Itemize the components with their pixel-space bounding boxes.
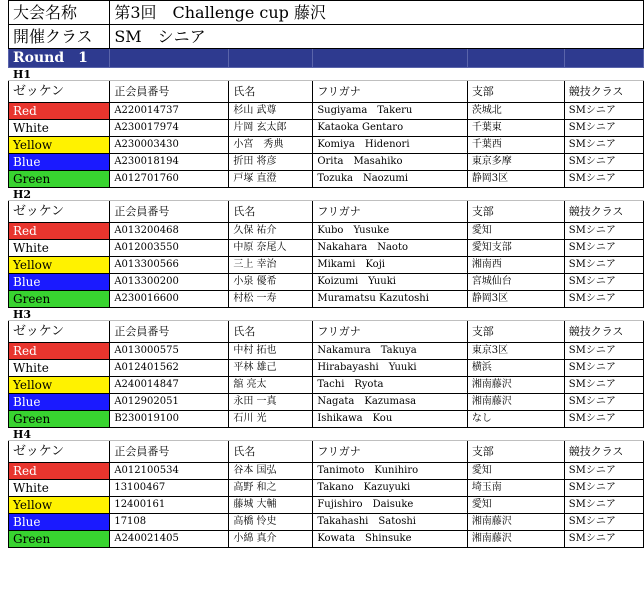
entry-branch: 湘南藤沢 xyxy=(467,377,564,394)
class-value: SM シニア xyxy=(110,25,644,49)
entry-row xyxy=(9,291,644,308)
entry-row xyxy=(9,497,644,514)
header-col-class: 競技クラス xyxy=(564,201,643,223)
entry-class: SMシニア xyxy=(564,274,643,291)
entry-branch: 愛知支部 xyxy=(467,240,564,257)
entry-class: SMシニア xyxy=(564,240,643,257)
heat-title-cell xyxy=(110,68,229,81)
entry-name: 小綿 真介 xyxy=(229,531,313,548)
entry-name: 杉山 武尊 xyxy=(229,103,313,120)
round-cell xyxy=(110,49,229,68)
entry-class: SMシニア xyxy=(564,531,643,548)
entry-furigana: Sugiyama Takeru xyxy=(313,103,467,120)
round-cell xyxy=(564,49,643,68)
heat-title: H2 xyxy=(9,188,110,201)
header-col-furigana: フリガナ xyxy=(313,201,467,223)
entry-zekken: Red xyxy=(9,463,110,480)
entry-branch: 横浜 xyxy=(467,360,564,377)
heat-title-row xyxy=(9,428,644,441)
entry-member-id: A012701760 xyxy=(110,171,229,188)
header-col-name: 氏名 xyxy=(229,201,313,223)
class-label: 開催クラス xyxy=(9,25,110,49)
entry-class: SMシニア xyxy=(564,291,643,308)
entry-name: 石川 光 xyxy=(229,411,313,428)
entry-furigana: Kubo Yusuke xyxy=(313,223,467,240)
header-col-branch: 支部 xyxy=(467,321,564,343)
entry-member-id: A230003430 xyxy=(110,137,229,154)
entry-sheet xyxy=(8,0,644,548)
entry-name: 片岡 玄太郎 xyxy=(229,120,313,137)
entry-zekken: Green xyxy=(9,411,110,428)
entry-class: SMシニア xyxy=(564,394,643,411)
round-cell xyxy=(229,49,313,68)
entry-zekken: Yellow xyxy=(9,497,110,514)
entry-furigana: Takano Kazuyuki xyxy=(313,480,467,497)
entry-name: 高野 和之 xyxy=(229,480,313,497)
entry-row xyxy=(9,240,644,257)
entry-zekken: Yellow xyxy=(9,377,110,394)
entry-furigana: Tachi Ryota xyxy=(313,377,467,394)
entry-furigana: Mikami Koji xyxy=(313,257,467,274)
entry-furigana: Muramatsu Kazutoshi xyxy=(313,291,467,308)
entry-name: 中村 拓也 xyxy=(229,343,313,360)
heat-title-cell xyxy=(467,428,564,441)
entry-branch: 千葉東 xyxy=(467,120,564,137)
entry-row xyxy=(9,343,644,360)
event-name-value: 第3回 Challenge cup 藤沢 xyxy=(110,1,644,25)
entry-name: 戸塚 直澄 xyxy=(229,171,313,188)
entry-row xyxy=(9,377,644,394)
heat-title-cell xyxy=(313,188,467,201)
entry-class: SMシニア xyxy=(564,463,643,480)
column-header-row xyxy=(9,201,644,223)
heat-title-cell xyxy=(229,68,313,81)
header-col-branch: 支部 xyxy=(467,441,564,463)
entry-member-id: A013300200 xyxy=(110,274,229,291)
heat-title-cell xyxy=(564,428,643,441)
entry-zekken: Blue xyxy=(9,394,110,411)
entry-furigana: Komiya Hidenori xyxy=(313,137,467,154)
class-row xyxy=(9,25,644,49)
header-col-class: 競技クラス xyxy=(564,321,643,343)
entry-branch: 湘南藤沢 xyxy=(467,394,564,411)
entry-zekken: Green xyxy=(9,291,110,308)
entry-member-id: A012003550 xyxy=(110,240,229,257)
header-col-zekken: ゼッケン xyxy=(9,81,110,103)
entry-zekken: Yellow xyxy=(9,257,110,274)
header-col-branch: 支部 xyxy=(467,201,564,223)
event-name-row xyxy=(9,1,644,25)
entry-name: 中原 奈尾人 xyxy=(229,240,313,257)
header-col-branch: 支部 xyxy=(467,81,564,103)
entry-row xyxy=(9,171,644,188)
column-header-row xyxy=(9,321,644,343)
entry-row xyxy=(9,103,644,120)
entry-name: 小泉 優希 xyxy=(229,274,313,291)
entry-branch: 東京3区 xyxy=(467,343,564,360)
header-col-member-id: 正会員番号 xyxy=(110,201,229,223)
heat-title-cell xyxy=(564,188,643,201)
round-header xyxy=(9,49,644,68)
entry-name: 永田 一真 xyxy=(229,394,313,411)
header-col-member-id: 正会員番号 xyxy=(110,321,229,343)
heat-title-row xyxy=(9,308,644,321)
entry-row xyxy=(9,274,644,291)
entry-row xyxy=(9,360,644,377)
entry-zekken: White xyxy=(9,240,110,257)
heat-title-cell xyxy=(467,188,564,201)
heat-title-row xyxy=(9,188,644,201)
entry-row xyxy=(9,514,644,531)
entry-member-id: A012902051 xyxy=(110,394,229,411)
entry-name: 高橋 怜史 xyxy=(229,514,313,531)
header-col-member-id: 正会員番号 xyxy=(110,81,229,103)
entry-member-id: 12400161 xyxy=(110,497,229,514)
entry-furigana: Nagata Kazumasa xyxy=(313,394,467,411)
entry-name: 谷本 国弘 xyxy=(229,463,313,480)
entry-branch: 湘南藤沢 xyxy=(467,514,564,531)
entry-member-id: A220014737 xyxy=(110,103,229,120)
heat-title-cell xyxy=(564,68,643,81)
entry-member-id: A013300566 xyxy=(110,257,229,274)
entry-member-id: B230019100 xyxy=(110,411,229,428)
entry-zekken: Blue xyxy=(9,154,110,171)
entry-branch: 愛知 xyxy=(467,463,564,480)
heat-title-cell xyxy=(229,308,313,321)
entry-branch: 茨城北 xyxy=(467,103,564,120)
entry-branch: なし xyxy=(467,411,564,428)
entry-furigana: Orita Masahiko xyxy=(313,154,467,171)
header-col-class: 競技クラス xyxy=(564,81,643,103)
entry-furigana: Nakamura Takuya xyxy=(313,343,467,360)
round-label: Round 1 xyxy=(9,49,110,68)
header-col-name: 氏名 xyxy=(229,81,313,103)
entry-class: SMシニア xyxy=(564,137,643,154)
entry-furigana: Tozuka Naozumi xyxy=(313,171,467,188)
entry-branch: 愛知 xyxy=(467,223,564,240)
entry-member-id: A013000575 xyxy=(110,343,229,360)
entry-zekken: Blue xyxy=(9,514,110,531)
entry-class: SMシニア xyxy=(564,411,643,428)
entry-row xyxy=(9,480,644,497)
heat-title-cell xyxy=(467,308,564,321)
entry-zekken: Green xyxy=(9,531,110,548)
header-col-furigana: フリガナ xyxy=(313,441,467,463)
entry-zekken: White xyxy=(9,480,110,497)
heat-title-cell xyxy=(110,428,229,441)
entry-name: 折田 将彦 xyxy=(229,154,313,171)
entry-furigana: Hirabayashi Yuuki xyxy=(313,360,467,377)
entry-zekken: Red xyxy=(9,343,110,360)
header-col-name: 氏名 xyxy=(229,441,313,463)
header-col-member-id: 正会員番号 xyxy=(110,441,229,463)
entry-furigana: Ishikawa Kou xyxy=(313,411,467,428)
entry-member-id: 17108 xyxy=(110,514,229,531)
entry-class: SMシニア xyxy=(564,154,643,171)
header-col-furigana: フリガナ xyxy=(313,321,467,343)
header-col-zekken: ゼッケン xyxy=(9,441,110,463)
entry-row xyxy=(9,394,644,411)
entry-furigana: Nakahara Naoto xyxy=(313,240,467,257)
entry-row xyxy=(9,120,644,137)
entry-furigana: Koizumi Yuuki xyxy=(313,274,467,291)
event-name-label: 大会名称 xyxy=(9,1,110,25)
header-col-class: 競技クラス xyxy=(564,441,643,463)
heat-title-cell xyxy=(313,428,467,441)
heat-title: H4 xyxy=(9,428,110,441)
entry-class: SMシニア xyxy=(564,377,643,394)
heat-title-cell xyxy=(467,68,564,81)
entry-name: 村松 一寿 xyxy=(229,291,313,308)
entry-class: SMシニア xyxy=(564,343,643,360)
entry-furigana: Fujishiro Daisuke xyxy=(313,497,467,514)
entry-row xyxy=(9,137,644,154)
heat-title-cell xyxy=(313,68,467,81)
entry-branch: 湘南藤沢 xyxy=(467,531,564,548)
entry-furigana: Takahashi Satoshi xyxy=(313,514,467,531)
entry-name: 三上 幸治 xyxy=(229,257,313,274)
column-header-row xyxy=(9,441,644,463)
column-header-row xyxy=(9,81,644,103)
entry-name: 小宮 秀典 xyxy=(229,137,313,154)
heat-title-cell xyxy=(564,308,643,321)
entry-class: SMシニア xyxy=(564,120,643,137)
entry-member-id: A012100534 xyxy=(110,463,229,480)
entry-member-id: A240021405 xyxy=(110,531,229,548)
entry-row xyxy=(9,257,644,274)
entry-zekken: White xyxy=(9,120,110,137)
entry-member-id: A230016600 xyxy=(110,291,229,308)
entry-branch: 愛知 xyxy=(467,497,564,514)
entry-member-id: A230017974 xyxy=(110,120,229,137)
heat-title-cell xyxy=(229,188,313,201)
round-cell xyxy=(467,49,564,68)
entry-member-id: A240014847 xyxy=(110,377,229,394)
entry-class: SMシニア xyxy=(564,171,643,188)
heat-title-row xyxy=(9,68,644,81)
header-col-name: 氏名 xyxy=(229,321,313,343)
entry-row xyxy=(9,223,644,240)
entry-name: 平林 雄己 xyxy=(229,360,313,377)
heat-title: H1 xyxy=(9,68,110,81)
entry-class: SMシニア xyxy=(564,103,643,120)
heat-title-cell xyxy=(110,308,229,321)
entry-branch: 湘南西 xyxy=(467,257,564,274)
entry-class: SMシニア xyxy=(564,360,643,377)
heat-title-cell xyxy=(110,188,229,201)
entry-row xyxy=(9,411,644,428)
header-col-zekken: ゼッケン xyxy=(9,201,110,223)
entry-name: 舘 亮太 xyxy=(229,377,313,394)
entry-row xyxy=(9,531,644,548)
entry-branch: 静岡3区 xyxy=(467,171,564,188)
entry-class: SMシニア xyxy=(564,223,643,240)
entry-class: SMシニア xyxy=(564,497,643,514)
entry-row xyxy=(9,154,644,171)
entry-member-id: A230018194 xyxy=(110,154,229,171)
entry-branch: 東京多摩 xyxy=(467,154,564,171)
entry-branch: 静岡3区 xyxy=(467,291,564,308)
heat-title: H3 xyxy=(9,308,110,321)
entry-zekken: Red xyxy=(9,103,110,120)
heat-title-cell xyxy=(313,308,467,321)
entry-name: 藤城 大輔 xyxy=(229,497,313,514)
entry-zekken: Green xyxy=(9,171,110,188)
entry-furigana: Kowata Shinsuke xyxy=(313,531,467,548)
entry-class: SMシニア xyxy=(564,480,643,497)
entry-name: 久保 祐介 xyxy=(229,223,313,240)
entry-row xyxy=(9,463,644,480)
entry-furigana: Tanimoto Kunihiro xyxy=(313,463,467,480)
entry-member-id: 13100467 xyxy=(110,480,229,497)
entry-member-id: A013200468 xyxy=(110,223,229,240)
entry-zekken: Yellow xyxy=(9,137,110,154)
heat-title-cell xyxy=(229,428,313,441)
entry-zekken: Red xyxy=(9,223,110,240)
entry-branch: 宮城仙台 xyxy=(467,274,564,291)
entry-zekken: White xyxy=(9,360,110,377)
round-cell xyxy=(313,49,467,68)
entry-member-id: A012401562 xyxy=(110,360,229,377)
header-col-furigana: フリガナ xyxy=(313,81,467,103)
entry-branch: 千葉西 xyxy=(467,137,564,154)
entry-furigana: Kataoka Gentaro xyxy=(313,120,467,137)
entry-class: SMシニア xyxy=(564,514,643,531)
header-col-zekken: ゼッケン xyxy=(9,321,110,343)
entry-branch: 埼玉南 xyxy=(467,480,564,497)
entry-class: SMシニア xyxy=(564,257,643,274)
entry-zekken: Blue xyxy=(9,274,110,291)
